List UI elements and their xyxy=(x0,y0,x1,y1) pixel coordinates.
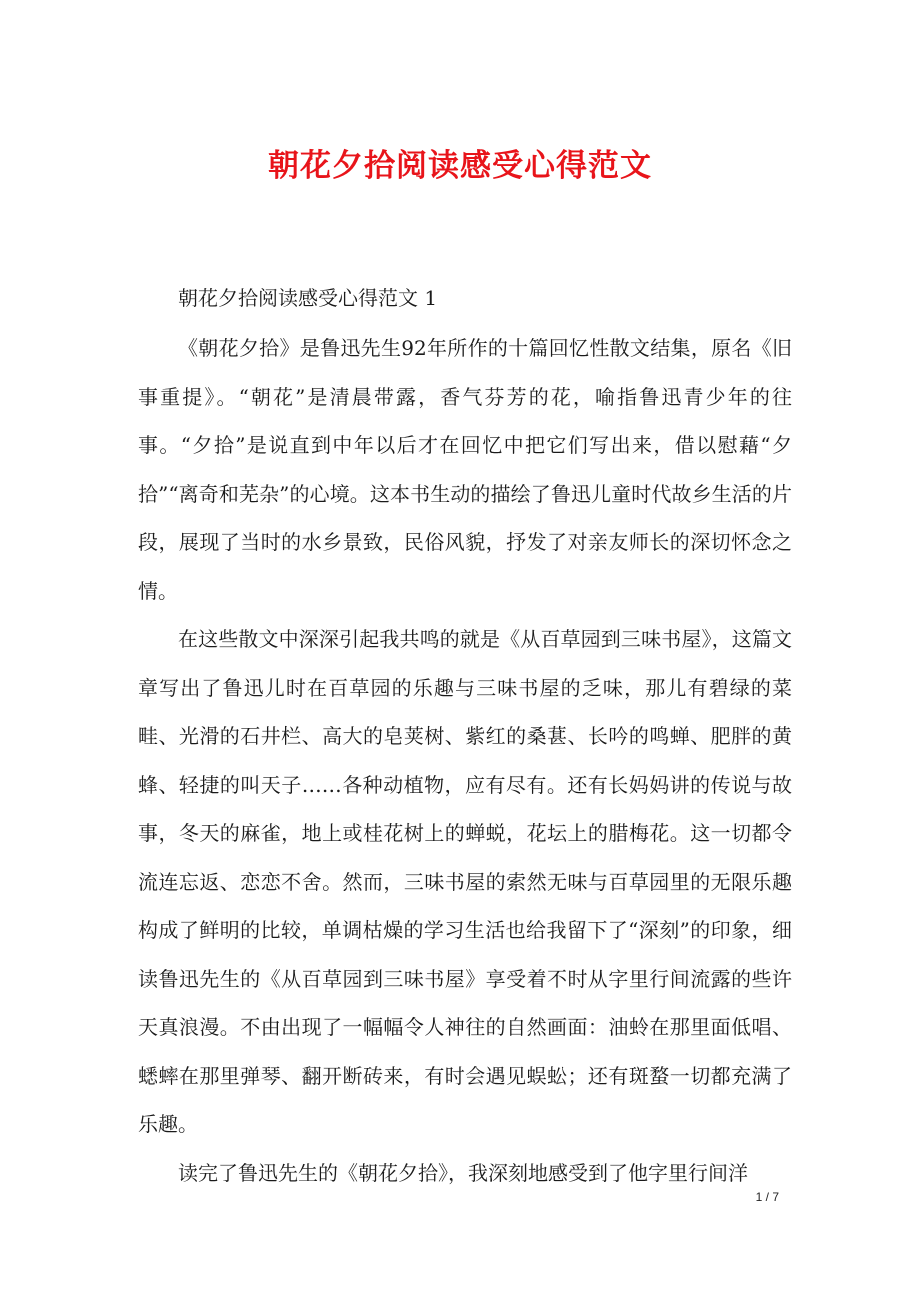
document-title: 朝花夕拾阅读感受心得范文 xyxy=(268,148,652,184)
section-heading: 朝花夕拾阅读感受心得范文 1 xyxy=(178,286,438,310)
paragraph-3: 读完了鲁迅先生的《朝花夕拾》，我深刻地感受到了他字里行间洋 xyxy=(178,1160,748,1185)
page-number: 1 / 7 xyxy=(755,1190,779,1204)
document-body xyxy=(138,276,792,1197)
paragraph-1: 《朝花夕拾》是鲁迅先生92年所作的十篇回忆性散文结集，原名《旧事重提》。“朝花”是清晨带露，香气芬芳的花，喻指鲁迅青少年的往事。“夕拾”是说直到中年以后才在回忆中把它们写出来，借以慰藉“夕拾”“离奇和芜杂”的心境。这本书生动的描绘了鲁迅儿童时代故乡生活的片段，展现了当时的水乡景致，民俗风貌，抒发了对亲友师长的深切怀念之情。 xyxy=(138,336,792,603)
paragraph-2: 在这些散文中深深引起我共鸣的就是《从百草园到三味书屋》，这篇文章写出了鲁迅儿时在百草园的乐趣与三味书屋的乏味，那儿有碧绿的菜畦、光滑的石井栏、高大的皂荚树、紫红的桑葚、长吟的鸣蝉、肥胖的黄蜂、轻捷的叫天子……各种动植物，应有尽有。还有长妈妈讲的传说与故事，冬天的麻雀，地上或桂花树上的蝉蜕，花坛上的腊梅花。这一切都令流连忘返、恋恋不舍。然而，三味书屋的索然无味与百草园里的无限乐趣构成了鲜明的比较，单调枯燥的学习生活也给我留下了“深刻”的印象，细读鲁迅先生的《从百草园到三味书屋》享受着不时从字里行间流露的些许天真浪漫。不由出现了一幅幅令人神往的自然画面：油蛉在那里面低唱、蟋蟀在那里弹琴、翻开断砖来，有时会遇见蜈蚣；还有斑蝥一切都充满了乐趣。 xyxy=(138,627,792,1136)
